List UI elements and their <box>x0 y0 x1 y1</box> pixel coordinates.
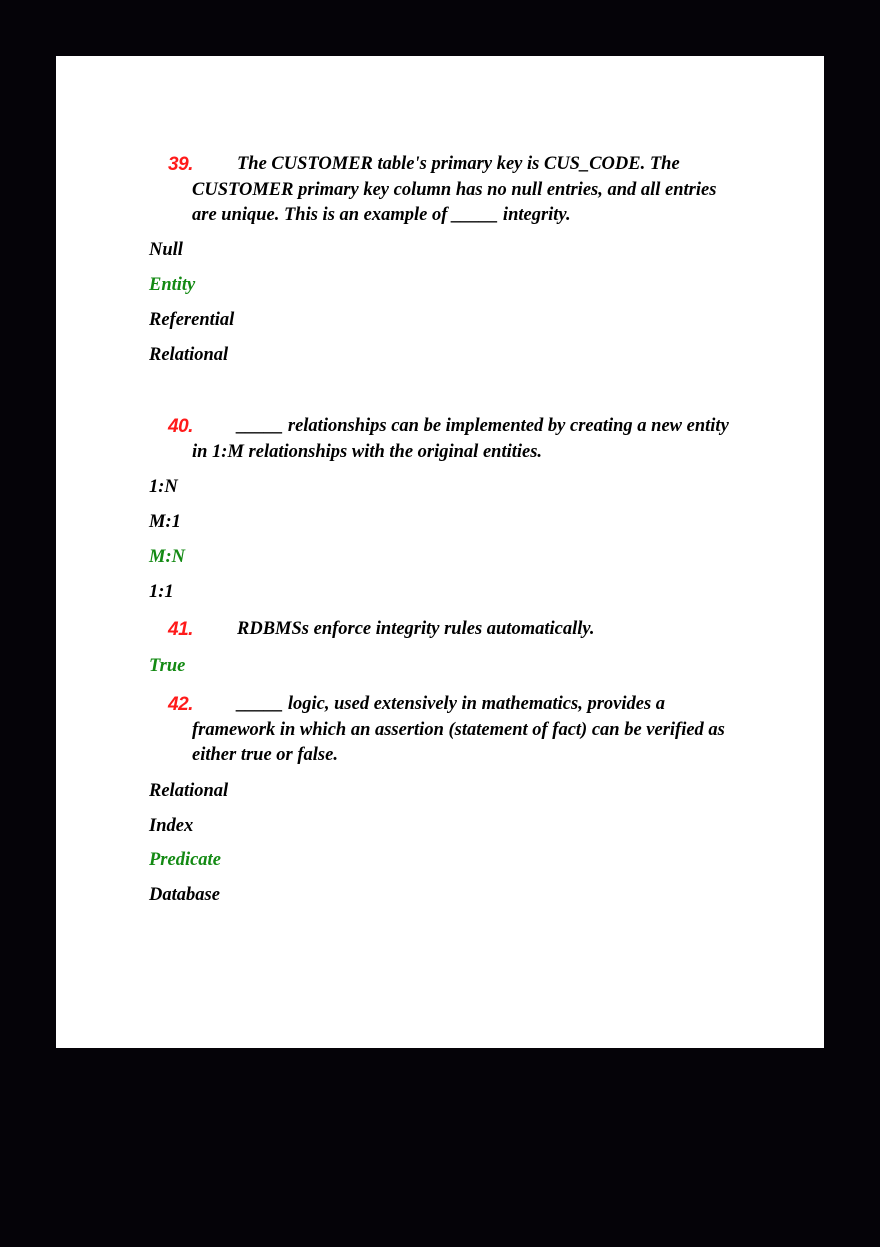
question-42 <box>168 692 732 769</box>
option-referential: Referential <box>149 310 235 330</box>
option-database: Database <box>149 885 220 905</box>
question-text: The CUSTOMER table's primary key is CUS_CODE. The CUSTOMER primary key column has no null entries, and all entries are unique. This is an example of _____ integrity. <box>192 154 717 225</box>
question-text: _____ logic, used extensively in mathematics, provides a framework in which an assertion (statement of fact) can be verified as either true or false. <box>192 694 725 765</box>
question-40 <box>168 414 732 465</box>
option-1-1: 1:1 <box>149 582 174 602</box>
option-1-n: 1:N <box>149 477 178 497</box>
option-m-1: M:1 <box>149 512 181 532</box>
option-relational: Relational <box>149 781 229 801</box>
option-true-correct: True <box>149 656 186 676</box>
question-number: 39. <box>168 154 193 175</box>
question-number: 42. <box>168 694 193 715</box>
question-text: _____ relationships can be implemented by creating a new entity in 1:M relationships with the original entities. <box>192 416 729 462</box>
document-page <box>56 56 824 1048</box>
option-m-n-correct: M:N <box>149 547 185 567</box>
option-entity-correct: Entity <box>149 275 196 295</box>
option-predicate-correct: Predicate <box>149 850 221 870</box>
question-number: 40. <box>168 416 193 437</box>
question-39 <box>168 152 732 229</box>
option-null: Null <box>149 240 183 260</box>
question-number: 41. <box>168 619 193 640</box>
option-relational: Relational <box>149 345 229 365</box>
question-41 <box>168 617 732 643</box>
option-index: Index <box>149 816 194 836</box>
question-text: RDBMSs enforce integrity rules automatically. <box>237 619 595 639</box>
